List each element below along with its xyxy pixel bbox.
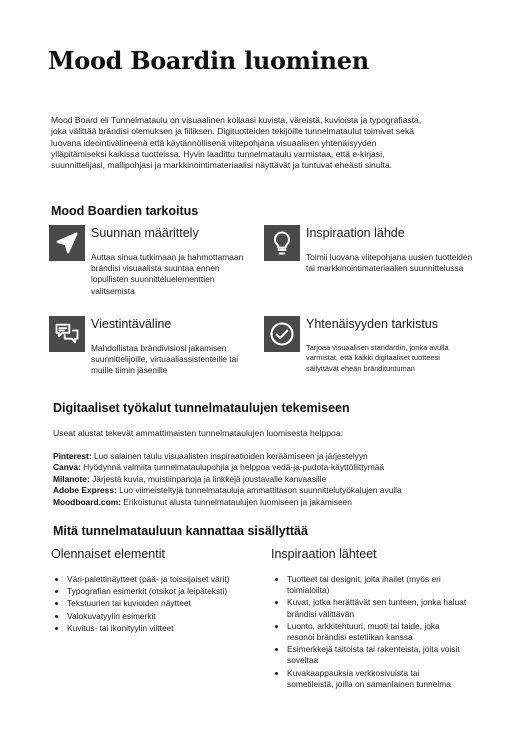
tool-item [53,497,473,508]
purpose-card-direction [49,225,264,315]
tool-name: Moodboard.com: [53,496,121,507]
tool-item [53,485,473,496]
chat-bubbles-icon [49,316,85,352]
tool-item [53,451,473,462]
lightbulb-icon [264,225,300,261]
tool-description: Erikoistunut alusta tunnelmataulujen luomiseen ja jakamiseen [120,496,352,507]
tool-item [53,474,473,485]
tool-description: Luo viimeisteltyjä tunnelmatauluja ammattitason suunnittelutyökalujen avulla [116,485,402,496]
inspiration-sources-list [273,574,467,691]
card-title: Inspiraation lähde [306,226,405,240]
list-item: • Kuvat, jotka herättävät sen tunteen, jonka haluat brändisi välittävän [287,597,467,619]
page-title: Mood Boardin luominen [48,46,369,75]
purpose-card-communication [49,316,264,406]
list-item: • Tuotteet tai designit, joita ihailet (myös eri toimialoilta) [287,574,467,596]
list-item: • Valokuvatyylin esimerkit [67,611,247,622]
tools-heading: Digitaaliset työkalut tunnelmataulujen tekemiseen [53,401,350,415]
tool-name: Pinterest: [53,451,92,461]
purpose-card-inspiration [264,225,479,315]
tool-name: Adobe Express: [53,485,117,496]
check-circle-icon [264,316,300,352]
tools-list [53,451,473,508]
card-title: Suunnan määrittely [91,226,199,240]
card-description: Tarjoaa visuaalisen standardin, jonka avulla varmistat, että kaikki digitaaliset tuotteesi säilyttävät eheän brändituntuman [306,343,449,373]
list-item: • Typografian esimerkit (otsikot ja leipäteksti) [67,586,247,597]
intro-paragraph: Mood Board eli Tunnelmataulu on visuaalinen kollaasi kuvista, väreistä, kuvioista ja typografiasta, joka välittää brändisi olemuksen ja fiiliksen. Digituotteiden tekijöille tunnelmataulut toimivat sekä luovana ideointivälineenä että käytännöllisenä viitepohjana visuaalisen yhtenäisyyden ylläpitämiseksi kaikissa tuotteissa. Hyvin laadittu tunnelmataulu varmistaa, että e-kirjasi, suunnittelijasi, mallipohjasi ja markkinointimateriaalisi näyttävät ja tuntuvat eheästi sinulta. [51,115,422,171]
list-item: • Tekstuurien tai kuvioiden näytteet [67,598,247,609]
tool-name: Milanote: [53,473,90,484]
tool-item [53,462,473,473]
card-title: Viestintäväline [91,317,172,331]
card-description: Mahdollistaa brändivisiosi jakamisen suunnittelijoille, virtuaaliassistenteille tai muille tiimin jäsenille [91,343,239,376]
tool-description: Luo salainen taulu visuaalisten inspiraatioiden keräämiseen ja järjestelyyn [91,451,368,461]
essential-elements-title: Olennaiset elementit [51,547,165,561]
inspiration-sources-title: Inspiraation lähteet [271,547,377,561]
list-item: • Väri-palettinäytteet (pää- ja toissijaiset värit) [67,574,247,585]
purpose-card-consistency [264,316,479,406]
tool-description: Hyödynnä valmiita tunnelmataulupohjia ja helppoa vedä-ja-pudota-käyttöliittymää [80,462,385,473]
list-item: • Kuvakaappauksia verkkosivuista tai sometileistä, joilla on samanlainen tunnelma [287,668,467,690]
card-description: Auttaa sinua tutkimaan ja hahmottamaan brändisi visuaalista suuntaa ennen lopullisten suunnitteluelementtien valitsemista [91,252,244,296]
card-title: Yhtenäisyyden tarkistus [306,317,439,331]
card-description: Toimii luovana viitepohjana uusien tuotteiden tai markkinointimateriaalien suunnittelussa [306,252,473,274]
include-heading: Mitä tunnelmatauluun kannattaa sisällyttää [53,524,308,538]
purpose-heading: Mood Boardien tarkoitus [51,204,199,218]
tools-intro: Useat alustat tekevät ammattimaisten tunnelmataulujen luomisesta helppoa: [53,428,343,438]
list-item: • Kuvitus- tai ikonityylin viitteet [67,623,247,634]
tool-description: Järjestä kuvia, muistiinpanoja ja linkkejä joustavalle kanvaasille [89,473,327,484]
list-item: • Luonto, arkkitehtuuri, muoti tai taide, joka resonoi brändisi estetiikan kanssa [287,621,467,643]
essential-elements-list [53,574,247,635]
list-item: • Esimerkkejä taitoista tai rakenteista, joita voisit soveltaa [287,644,467,666]
navigation-arrow-icon [49,225,85,261]
tool-name: Canva: [53,462,81,473]
